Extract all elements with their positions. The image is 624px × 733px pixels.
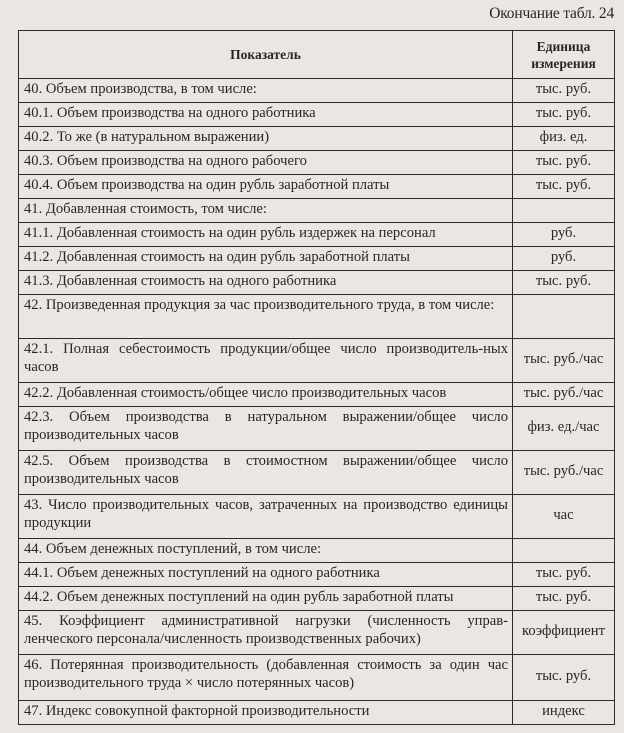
- table-row: [19, 655, 615, 701]
- table-row: [19, 223, 615, 247]
- table-row: [19, 495, 615, 539]
- indicator-cell: 47. Индекс совокупной факторной производительности: [19, 701, 513, 725]
- unit-cell: [513, 539, 615, 563]
- indicator-cell: 46. Потерянная производительность (добавленная стоимость за один час производительного труда × число потерянных часов): [19, 655, 513, 701]
- indicator-cell: 42.1. Полная себестоимость продукции/общее число производитель-ных часов: [19, 339, 513, 383]
- unit-cell: тыс. руб.: [513, 271, 615, 295]
- unit-cell: коэффициент: [513, 611, 615, 655]
- indicator-cell: 42. Произведенная продукция за час производительного труда, в том числе:: [19, 295, 513, 339]
- unit-cell: руб.: [513, 223, 615, 247]
- table-row: [19, 127, 615, 151]
- indicator-cell: 41.1. Добавленная стоимость на один рубль издержек на персонал: [19, 223, 513, 247]
- table-row: [19, 79, 615, 103]
- indicator-cell: 42.2. Добавленная стоимость/общее число производительных часов: [19, 383, 513, 407]
- header-unit: Единица измерения: [513, 31, 615, 79]
- table-row: [19, 103, 615, 127]
- unit-cell: тыс. руб.: [513, 103, 615, 127]
- table-row: [19, 701, 615, 725]
- indicator-cell: 44.2. Объем денежных поступлений на один рубль заработной платы: [19, 587, 513, 611]
- indicator-cell: 41. Добавленная стоимость, том числе:: [19, 199, 513, 223]
- table-caption: Окончание табл. 24: [489, 5, 614, 22]
- unit-cell: тыс. руб.: [513, 79, 615, 103]
- indicator-cell: 40.3. Объем производства на одного рабочего: [19, 151, 513, 175]
- table-row: [19, 175, 615, 199]
- indicator-cell: 42.3. Объем производства в натуральном выражении/общее число производительных часов: [19, 407, 513, 451]
- unit-cell: тыс. руб.: [513, 655, 615, 701]
- unit-cell: тыс. руб.: [513, 587, 615, 611]
- unit-cell: тыс. руб./час: [513, 339, 615, 383]
- table-row: [19, 451, 615, 495]
- unit-cell: [513, 295, 615, 339]
- table-row: [19, 383, 615, 407]
- indicator-cell: 44.1. Объем денежных поступлений на одного работника: [19, 563, 513, 587]
- indicator-cell: 40.2. То же (в натуральном выражении): [19, 127, 513, 151]
- unit-cell: тыс. руб.: [513, 563, 615, 587]
- unit-cell: руб.: [513, 247, 615, 271]
- table-row: [19, 587, 615, 611]
- table-row: [19, 247, 615, 271]
- table-header-row: [19, 31, 615, 79]
- unit-cell: тыс. руб.: [513, 151, 615, 175]
- unit-cell: тыс. руб./час: [513, 383, 615, 407]
- unit-cell: физ. ед.: [513, 127, 615, 151]
- table-row: [19, 339, 615, 383]
- unit-cell: физ. ед./час: [513, 407, 615, 451]
- indicator-cell: 42.5. Объем производства в стоимостном выражении/общее число производительных часов: [19, 451, 513, 495]
- unit-cell: тыс. руб./час: [513, 451, 615, 495]
- indicator-cell: 43. Число производительных часов, затраченных на производство единицы продукции: [19, 495, 513, 539]
- table-row: [19, 407, 615, 451]
- table-row: [19, 271, 615, 295]
- indicator-cell: 41.2. Добавленная стоимость на один рубль заработной платы: [19, 247, 513, 271]
- table-row: [19, 539, 615, 563]
- indicator-cell: 45. Коэффициент административной нагрузки (численность управ-ленческого персонала/численность производственных рабочих): [19, 611, 513, 655]
- indicator-cell: 40.4. Объем производства на один рубль заработной платы: [19, 175, 513, 199]
- indicator-cell: 44. Объем денежных поступлений, в том числе:: [19, 539, 513, 563]
- unit-cell: [513, 199, 615, 223]
- table-row: [19, 199, 615, 223]
- unit-cell: индекс: [513, 701, 615, 725]
- indicator-cell: 40. Объем производства, в том числе:: [19, 79, 513, 103]
- indicators-table: [18, 30, 615, 725]
- indicator-cell: 41.3. Добавленная стоимость на одного работника: [19, 271, 513, 295]
- table-row: [19, 563, 615, 587]
- unit-cell: тыс. руб.: [513, 175, 615, 199]
- table-row: [19, 151, 615, 175]
- table-row: [19, 295, 615, 339]
- header-indicator: Показатель: [19, 31, 513, 79]
- indicator-cell: 40.1. Объем производства на одного работника: [19, 103, 513, 127]
- table-row: [19, 611, 615, 655]
- unit-cell: час: [513, 495, 615, 539]
